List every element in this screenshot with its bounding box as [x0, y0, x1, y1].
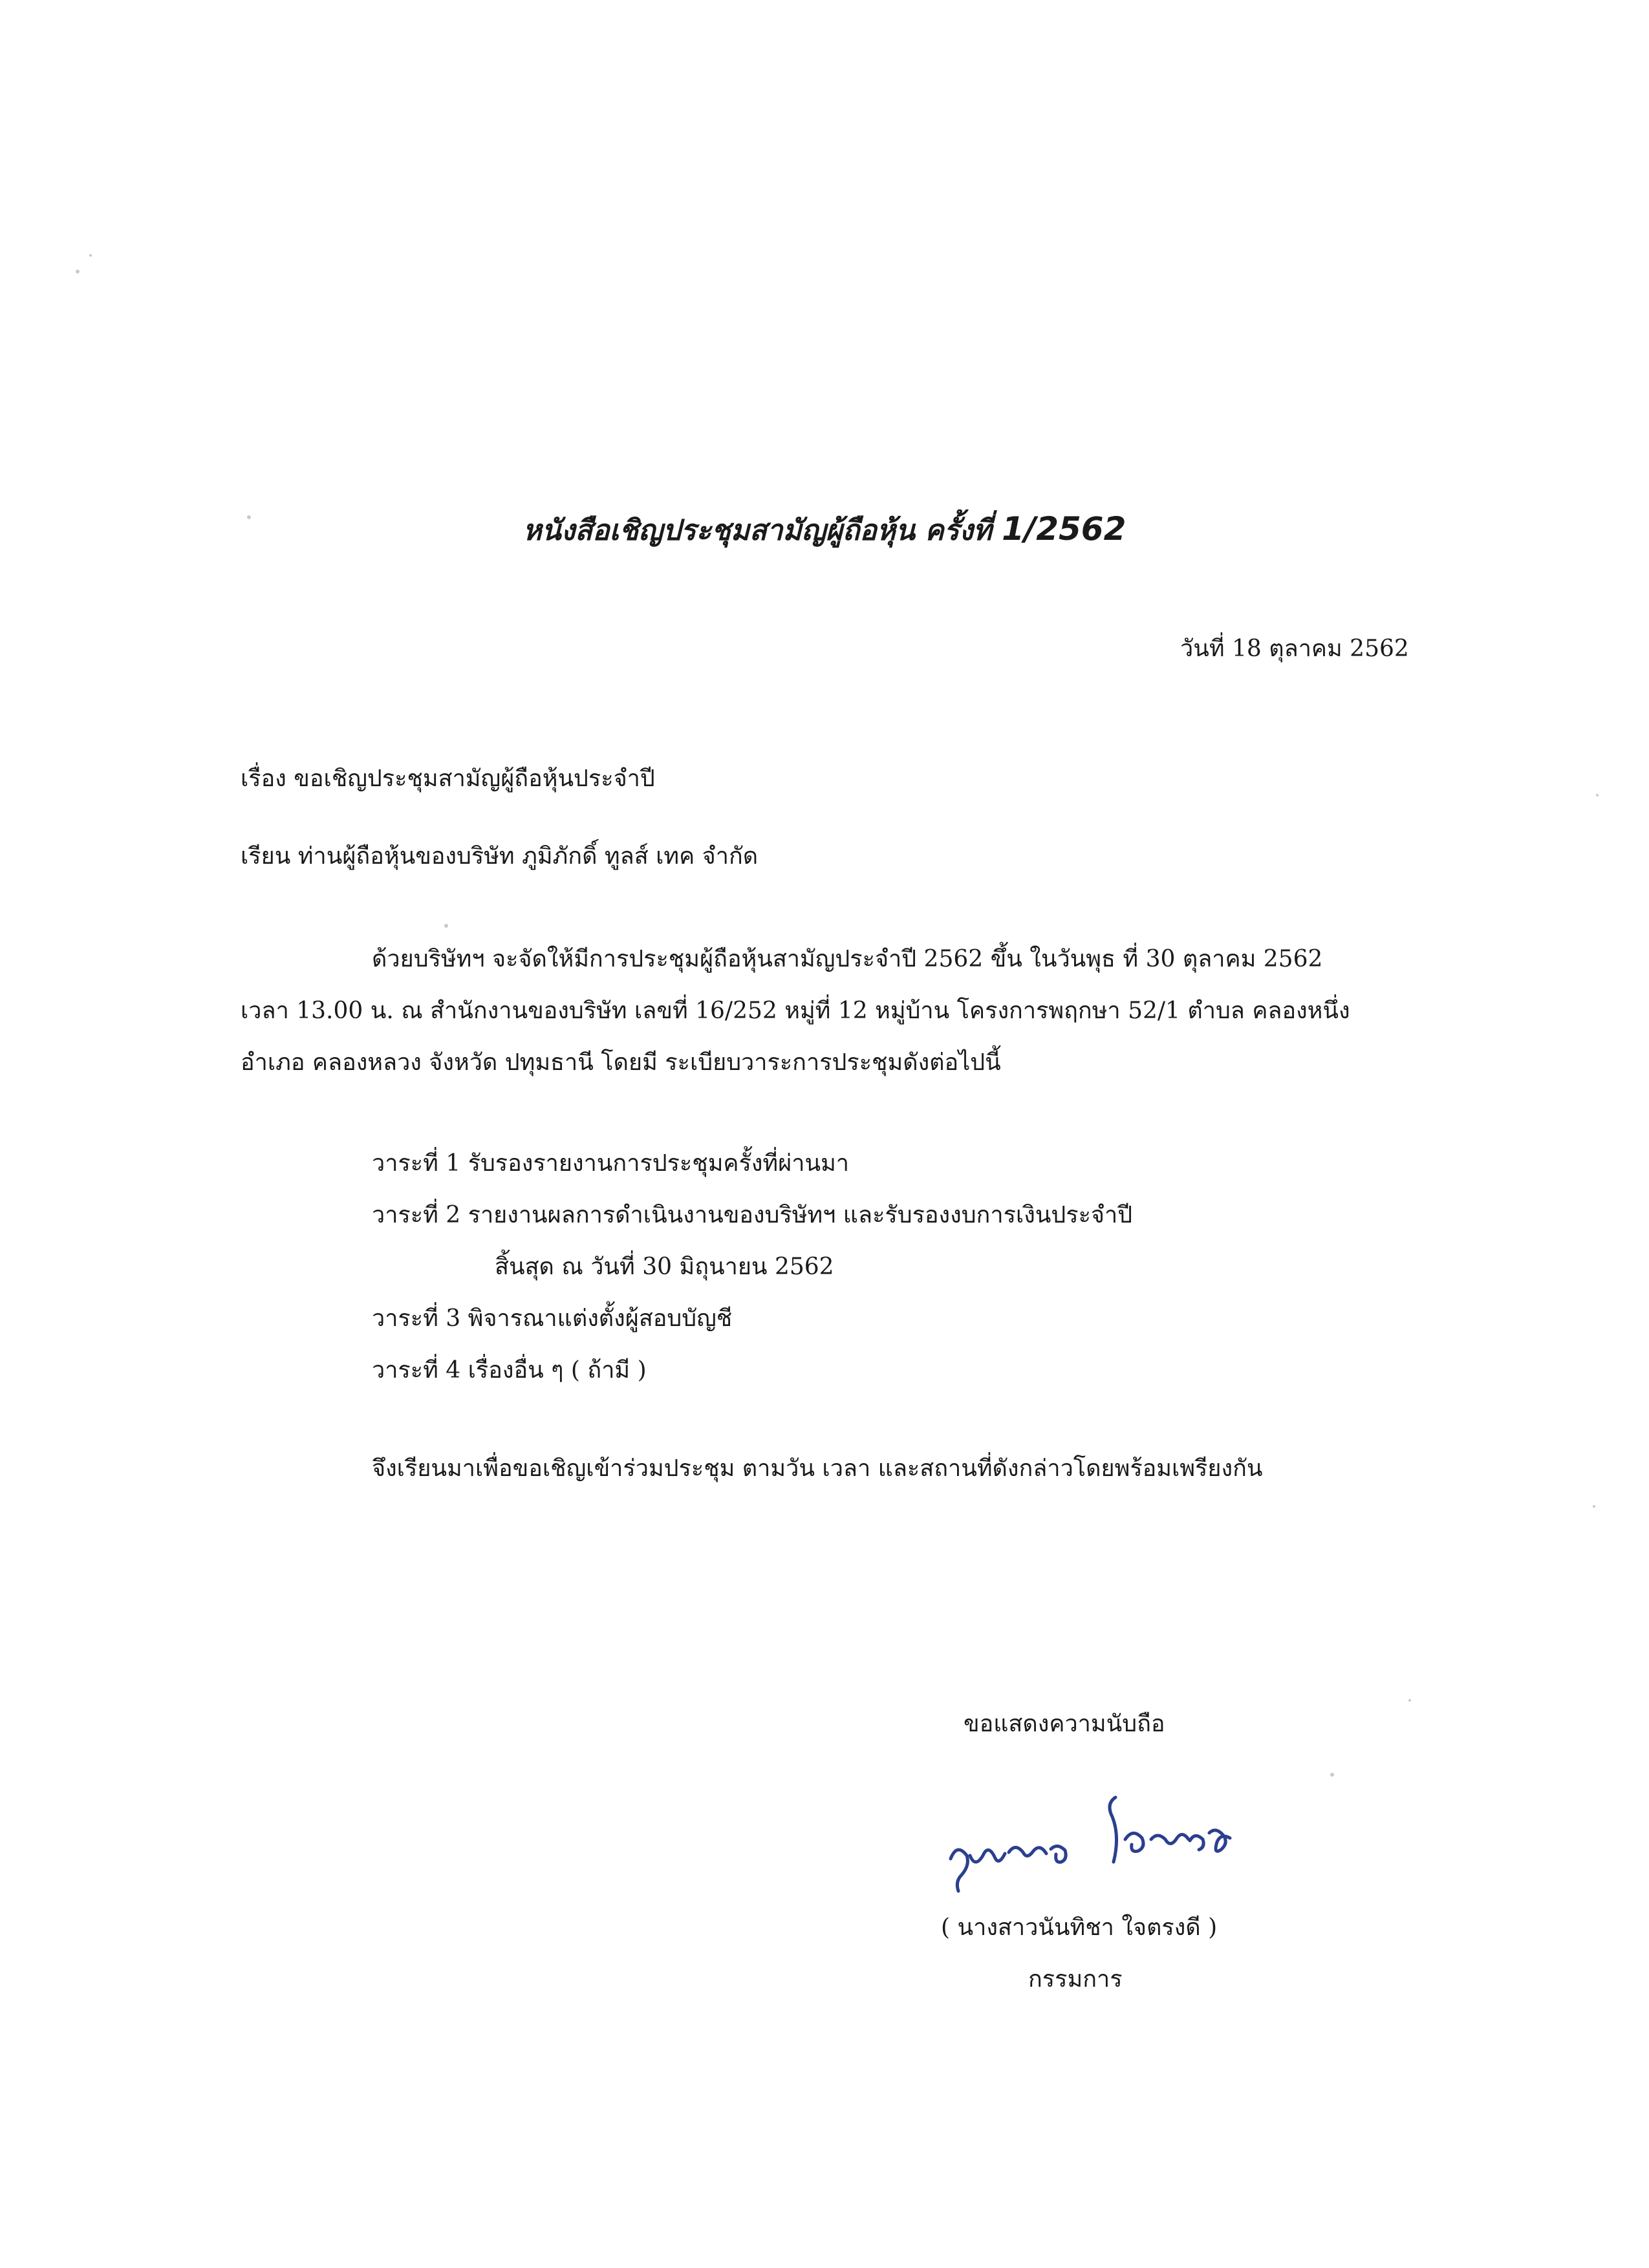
letter-date: วันที่ 18 ตุลาคม 2562: [1180, 636, 1409, 662]
agenda-item-3: วาระที่ 3 พิจารณาแต่งตั้งผู้สอบบัญชี: [372, 1305, 733, 1332]
letter-title: [0, 508, 1649, 553]
title-number: 1/2562: [1002, 510, 1126, 548]
agenda-item-2: วาระที่ 2 รายงานผลการดำเนินงานของบริษัทฯ และรับรองงบการเงินประจำปี: [372, 1202, 1133, 1228]
body-line: อำเภอ คลองหลวง จังหวัด ปทุมธานี โดยมี ระเบียบวาระการประชุมดังต่อไปนี้: [241, 1049, 1001, 1076]
letter-subject: เรื่อง ขอเชิญประชุมสามัญผู้ถือหุ้นประจำปี: [241, 765, 655, 792]
agenda-item-2-continuation: สิ้นสุด ณ วันที่ 30 มิถุนายน 2562: [495, 1254, 834, 1280]
title-text: หนังสือเชิญประชุมสามัญผู้ถือหุ้น ครั้งที่: [523, 514, 992, 547]
agenda-item-1: วาระที่ 1 รับรองรายงานการประชุมครั้งที่ผ่านมา: [372, 1150, 850, 1177]
signer-position: กรรมการ: [1028, 1966, 1123, 1993]
regards: ขอแสดงความนับถือ: [964, 1711, 1165, 1737]
body-line: เวลา 13.00 น. ณ สำนักงานของบริษัท เลขที่ 16/252 หมู่ที่ 12 หมู่บ้าน โครงการพฤกษา 52/1 ตำบล คลองหนึ่ง: [241, 998, 1350, 1024]
handwritten-signature: [931, 1781, 1267, 1904]
closing-sentence: จึงเรียนมาเพื่อขอเชิญเข้าร่วมประชุม ตามวัน เวลา และสถานที่ดังกล่าวโดยพร้อมเพรียงกัน: [372, 1455, 1263, 1482]
signer-name: ( นางสาวนันทิชา ใจตรงดี ): [941, 1914, 1218, 1941]
body-line: ด้วยบริษัทฯ จะจัดให้มีการประชุมผู้ถือหุ้นสามัญประจำปี 2562 ขึ้น ในวันพุธ ที่ 30 ตุลาคม 2562: [372, 946, 1323, 972]
letter-recipient: เรียน ท่านผู้ถือหุ้นของบริษัท ภูมิภักดิ์ ทูลส์ เทค จำกัด: [241, 843, 759, 870]
agenda-item-4: วาระที่ 4 เรื่องอื่น ๆ ( ถ้ามี ): [372, 1357, 647, 1384]
